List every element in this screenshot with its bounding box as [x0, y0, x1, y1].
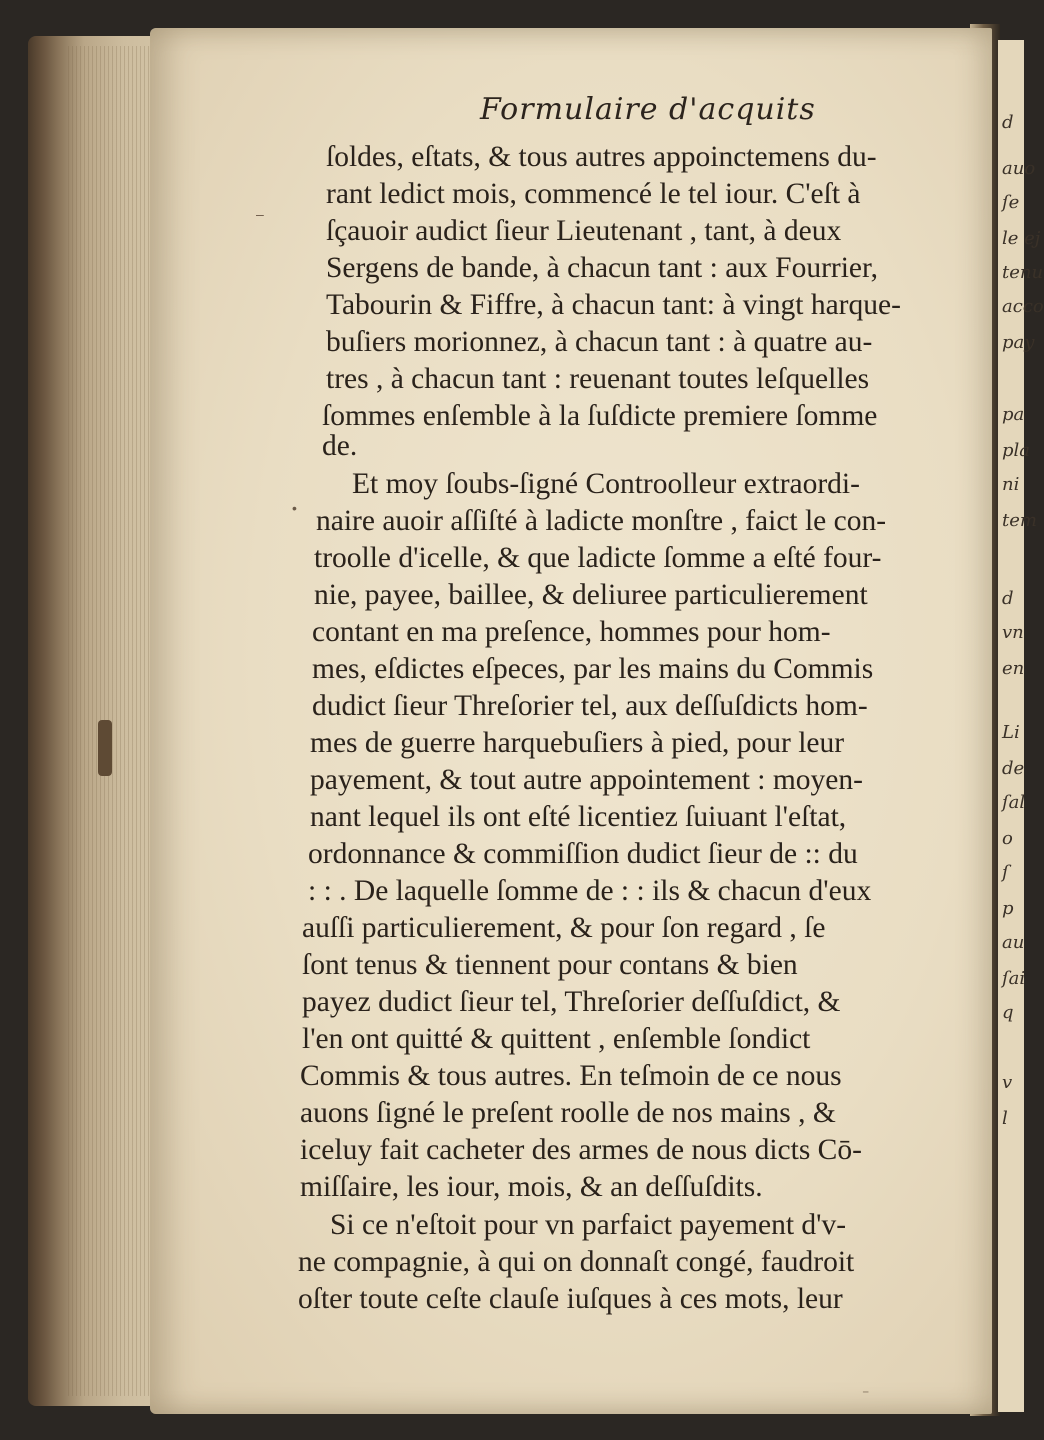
text-line: contant en ma preſence, hommes pour hom- — [312, 616, 831, 648]
text-line: payez dudict ſieur tel, Threſorier deſſuſdict, & — [302, 986, 841, 1018]
running-head: Formulaire d'acquits — [480, 92, 816, 127]
facing-page-fragment: Li — [1002, 722, 1020, 743]
facing-page — [998, 40, 1044, 1412]
text-line: ſoldes, eſtats, & tous autres appoinctemens du- — [326, 141, 877, 173]
facing-page-fragment: tenu — [1002, 262, 1044, 283]
facing-page-fragment: l — [1002, 1108, 1008, 1129]
text-line: nie, payee, baillee, & deliuree particulierement — [314, 579, 868, 611]
text-line: auons ſigné le preſent roolle de nos mains , & — [300, 1097, 836, 1129]
text-line: dudict ſieur Threſorier tel, aux deſſuſdicts hom- — [312, 690, 868, 722]
text-line: payement, & tout autre appointement : moyen- — [310, 764, 863, 796]
text-line: Commis & tous autres. En teſmoin de ce nous — [300, 1060, 842, 1092]
facing-page-fragment: ſai — [1002, 968, 1026, 989]
ink-mark: – — [256, 206, 264, 222]
facing-page-fragment: ni — [1002, 474, 1020, 495]
facing-page-fragment: d — [1002, 112, 1014, 133]
facing-page-fragment: ſal — [1002, 792, 1026, 813]
text-line: auſſi particulierement, & pour ſon regard , ſe — [302, 912, 826, 944]
text-line: tres , à chacun tant : reuenant toutes leſquelles — [326, 363, 870, 395]
facing-page-fragment: au — [1002, 932, 1025, 953]
text-line: mes de guerre harquebuſiers à pied, pour leur — [310, 727, 845, 759]
text-line: de. — [322, 430, 358, 462]
facing-page-fragment: o — [1002, 828, 1013, 849]
text-line: nant lequel ils ont eſté licentiez ſuiuant l'eſtat, — [310, 801, 847, 833]
text-line: Si ce n'eſtoit pour vn parfaict payement d'v- — [330, 1209, 847, 1241]
text-line: iceluy fait cacheter des armes de nous dicts Cō- — [300, 1134, 862, 1166]
text-line: buſiers morionnez, à chacun tant : à quatre au- — [326, 326, 873, 358]
text-line: ordonnance & commiſſion dudict ſieur de :: du — [308, 838, 858, 870]
text-line: rant ledict mois, commencé le tel iour. C'eſt à — [326, 178, 861, 210]
facing-page-fragment: acco — [1002, 296, 1044, 317]
text-line: Sergens de bande, à chacun tant : aux Fourrier, — [326, 252, 879, 284]
facing-page-fragment: d — [1002, 588, 1014, 609]
text-line: l'en ont quitté & quittent , enſemble ſondict — [302, 1023, 811, 1055]
facing-page-fragment: ſ — [1002, 862, 1009, 883]
text-line: troolle d'icelle, & que ladicte ſomme a eſté four- — [314, 542, 882, 574]
book-clasp — [98, 720, 112, 776]
text-line: ſçauoir audict ſieur Lieutenant , tant, à deux — [326, 215, 842, 247]
facing-page-fragment: de — [1002, 758, 1025, 779]
text-line: ſommes enſemble à la ſuſdicte premiere ſomme — [322, 400, 878, 432]
facing-page-fragment: v — [1002, 1072, 1013, 1093]
facing-page-fragment: pla — [1002, 440, 1031, 461]
text-line: miſſaire, les iour, mois, & an deſſuſdits. — [300, 1171, 763, 1203]
facing-page-fragment: en — [1002, 658, 1025, 679]
facing-page-fragment: pa — [1002, 404, 1025, 425]
facing-page-fragment: p — [1002, 898, 1014, 919]
text-line: ſont tenus & tiennent pour contans & bien — [302, 949, 798, 981]
facing-page-fragment: auo — [1002, 158, 1036, 179]
facing-page-fragment: q — [1002, 1002, 1014, 1023]
facing-page-fragment: pay — [1002, 332, 1035, 353]
text-line: : : . De laquelle ſomme de : : ils & chacun d'eux — [308, 875, 872, 907]
text-line: Tabourin & Fiffre, à chacun tant: à vingt harque- — [326, 289, 901, 321]
facing-page-fragment: vn — [1002, 622, 1024, 643]
ink-mark: ⁻ — [862, 1386, 870, 1402]
text-line: oſter toute ceſte clauſe iuſques à ces mots, leur — [298, 1283, 843, 1315]
text-line: mes, eſdictes eſpeces, par les mains du Commis — [312, 653, 874, 685]
text-line: ne compagnie, à qui on donnaſt congé, faudroit — [298, 1246, 855, 1278]
facing-page-fragment: ſe — [1002, 192, 1020, 213]
text-line: Et moy ſoubs-ſigné Controolleur extraordi- — [352, 468, 860, 500]
facing-page-fragment: le ej — [1002, 228, 1041, 249]
facing-page-fragment: tem — [1002, 510, 1037, 531]
text-line: naire auoir aſſiſté à ladicte monſtre , faict le con- — [316, 505, 887, 537]
ink-dot: • — [292, 500, 297, 516]
